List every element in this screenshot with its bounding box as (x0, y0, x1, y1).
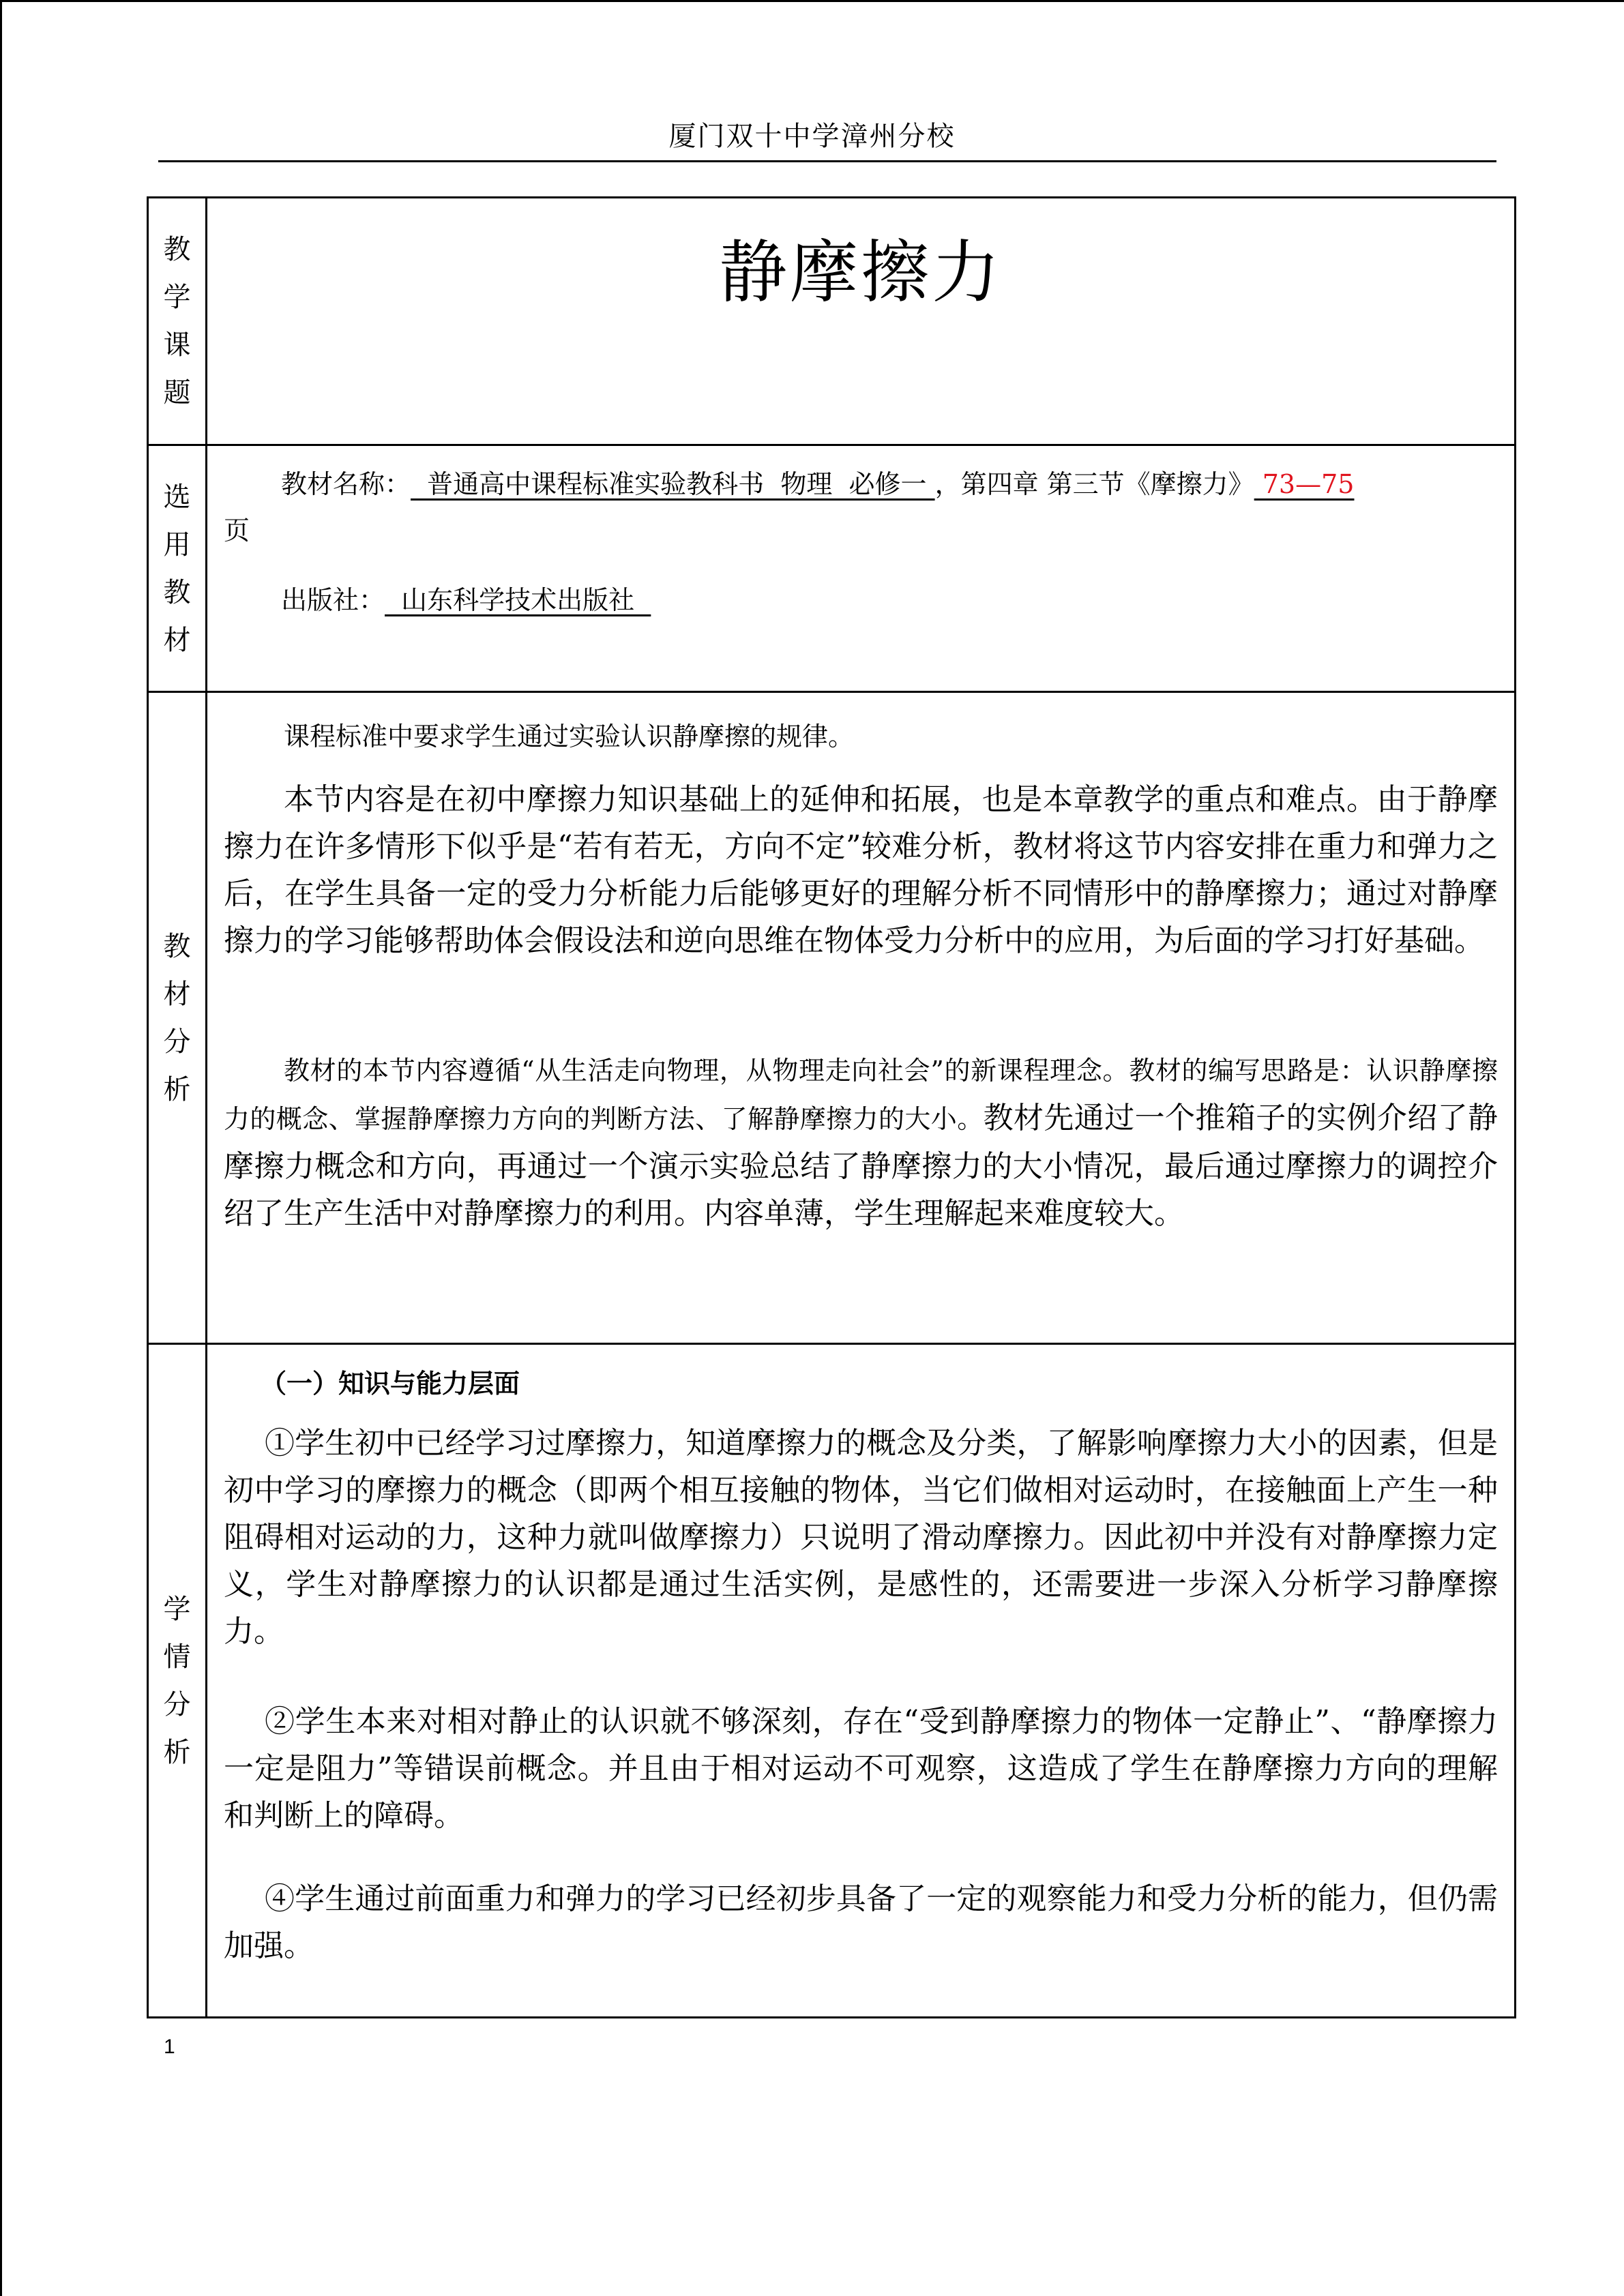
row-label-analysis: 教材分析 (149, 693, 207, 1343)
row-materials (149, 444, 1514, 691)
row-teaching-topic (149, 198, 1514, 444)
analysis-paragraph-1: 课程标准中要求学生通过实验认识静摩擦的规律。 (284, 721, 855, 751)
publisher-line: 出版社： 山东科学技术出版社 (281, 585, 651, 615)
page-border-left (0, 0, 2, 2296)
row-student-analysis (149, 1343, 1514, 2016)
header-rule (158, 160, 1496, 162)
row-label-students: 学情分析 (149, 1345, 207, 2016)
row-label-topic: 教学课题 (149, 198, 207, 444)
students-paragraph-2: ②学生本来对相对静止的认识就不够深刻，存在“受到静摩擦力的物体一定静止”、“静摩擦力一定是阻力”等错误前概念。并且由于相对运动不可观察，这造成了学生在静摩擦力方向的理解和判断上的障碍。 (224, 1704, 1498, 1833)
textbook-pages: 73—75 (1254, 469, 1355, 499)
page-border-top (0, 0, 1624, 2)
page-number: 1 (164, 2036, 175, 2058)
textbook-name-line: 教材名称： 普通高中课程标准实验教科书 物理 必修一 ，第四章 第三节《摩擦力》 73—75 (281, 469, 1355, 499)
header-school-name: 厦门双十中学漳州分校 (668, 121, 956, 152)
students-subheading: （一）知识与能力层面 (261, 1369, 520, 1399)
analysis-paragraph-2: 本节内容是在初中摩擦力知识基础上的延伸和拓展，也是本章教学的重点和难点。由于静摩擦力在许多情形下似乎是“若有若无，方向不定”较难分析，教材将这节内容安排在重力和弹力之后，在学生具备一定的受力分析能力后能够更好的理解分析不同情形中的静摩擦力；通过对静摩擦力的学习能够帮助体会假设法和逆向思维在物体受力分析中的应用，为后面的学习打好基础。 (224, 782, 1498, 958)
students-paragraph-3: ④学生通过前面重力和弹力的学习已经初步具备了一定的观察能力和受力分析的能力，但仍需加强。 (224, 1881, 1498, 1963)
row-content-analysis (207, 693, 1514, 1343)
row-content-students (207, 1345, 1514, 2016)
row-material-analysis (149, 691, 1514, 1343)
publisher-value: 山东科学技术出版社 (385, 585, 651, 615)
analysis-paragraph-3: 教材的本节内容遵循“从生活走向物理，从物理走向社会”的新课程理念。教材的编写思路是：认识静摩擦力的概念、掌握静摩擦力方向的判断方法、了解静摩擦力的大小。教材先通过一个推箱子的实例介绍了静摩擦力概念和方向，再通过一个演示实验总结了静摩擦力的大小情况，最后通过摩擦力的调控介绍了生产生活中对静摩擦力的利用。内容单薄，学生理解起来难度较大。 (224, 1056, 1498, 1231)
lesson-plan-table (147, 196, 1516, 2018)
students-paragraph-1: ①学生初中已经学习过摩擦力，知道摩擦力的概念及分类，了解影响摩擦力大小的因素，但是初中学习的摩擦力的概念（即两个相互接触的物体，当它们做相对运动时，在接触面上产生一种阻碍相对运动的力，这种力就叫做摩擦力）只说明了滑动摩擦力。因此初中并没有对静摩擦力定义，学生对静摩擦力的认识都是通过生活实例，是感性的，还需要进一步深入分析学习静摩擦力。 (224, 1426, 1498, 1649)
textbook-name-value: 普通高中课程标准实验教科书 物理 必修一 (411, 469, 935, 499)
textbook-pages-unit: 页 (224, 516, 250, 546)
lesson-title: 静摩擦力 (719, 233, 1003, 312)
row-label-materials: 选用教材 (149, 446, 207, 691)
row-content-topic (207, 198, 1514, 444)
row-content-materials (207, 446, 1514, 691)
